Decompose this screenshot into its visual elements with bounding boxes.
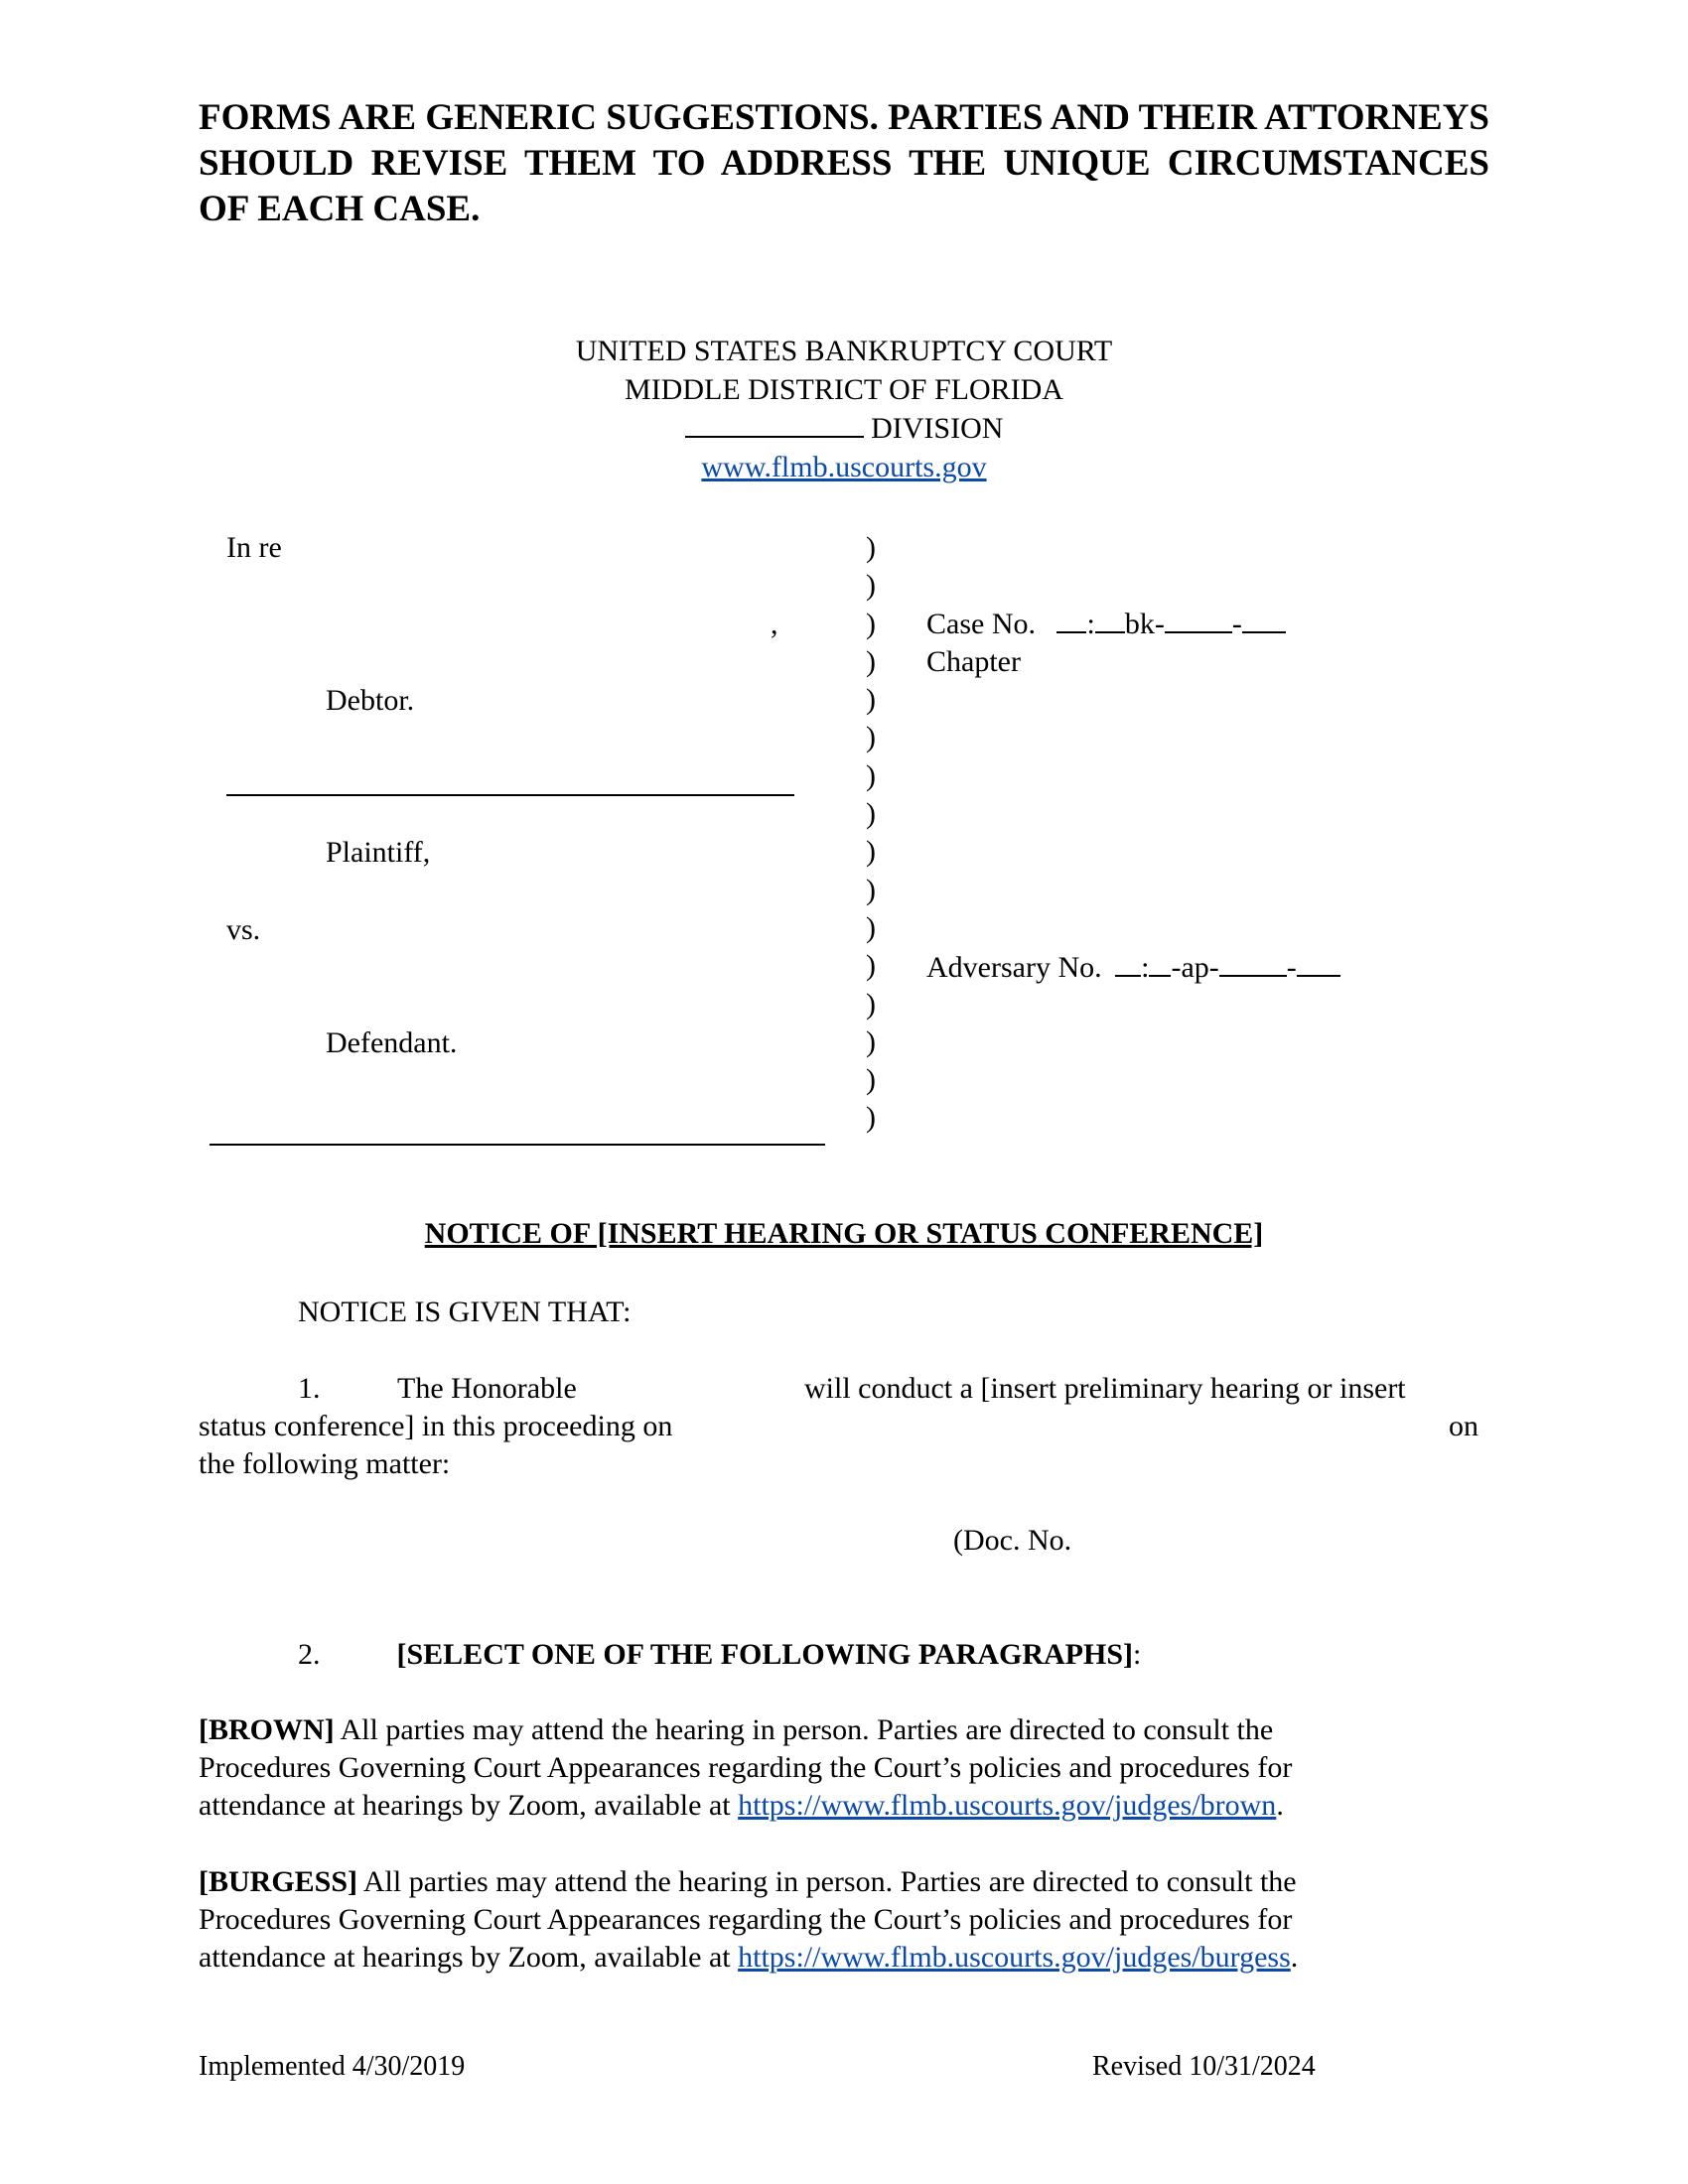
caption-divider <box>226 794 794 796</box>
burgess-end: . <box>1290 1941 1299 1974</box>
vs-label: vs. <box>226 913 261 946</box>
debtor-label: Debtor. <box>326 684 415 717</box>
adversary-blank-3[interactable] <box>1219 975 1287 977</box>
division-label: DIVISION <box>871 412 1004 445</box>
case-no-blank-4[interactable] <box>1242 631 1286 633</box>
item1-conduct: will conduct a [insert preliminary hearing or insert <box>804 1372 1406 1405</box>
brown-paragraph <box>199 1711 1489 1825</box>
burgess-procedures-link[interactable]: https://www.flmb.uscourts.gov/judges/burgess <box>738 1941 1291 1974</box>
case-no-label: Case No. <box>926 608 1036 640</box>
footer-implemented: Implemented 4/30/2019 <box>199 2051 466 2082</box>
case-no-blank-3[interactable] <box>1165 631 1232 633</box>
caption-parentheses: ) ) ) ) ) ) ) ) ) ) ) ) ) ) ) ) <box>866 531 876 1135</box>
brown-line3: attendance at hearings by Zoom, available at <box>199 1789 739 1822</box>
case-no-bk: bk- <box>1124 608 1165 640</box>
brown-line1: All parties may attend the hearing in person. Parties are directed to consult the <box>334 1713 1274 1746</box>
case-no-blank-1[interactable] <box>1056 631 1086 633</box>
item1-line2: status conference] in this proceeding on <box>199 1410 673 1442</box>
item2 <box>298 1636 1141 1674</box>
adversary-label: Adversary No. <box>926 951 1102 984</box>
defendant-label: Defendant. <box>326 1026 458 1059</box>
item1-line3: the following matter: <box>199 1447 451 1480</box>
case-no-sep1: : <box>1086 608 1095 640</box>
caption-comma: , <box>771 608 778 640</box>
item2-number: 2. <box>298 1638 321 1671</box>
adversary-sep1: : <box>1141 951 1150 984</box>
forms-disclaimer-banner: FORMS ARE GENERIC SUGGESTIONS. PARTIES AND THEIR ATTORNEYS SHOULD REVISE THEM TO ADDRESS THE UNIQUE CIRCUMSTANCES OF EACH CASE. <box>199 97 1489 229</box>
notice-intro: NOTICE IS GIVEN THAT: <box>298 1296 632 1328</box>
case-no-blank-2[interactable] <box>1095 631 1125 633</box>
court-district: MIDDLE DISTRICT OF FLORIDA <box>625 373 1063 406</box>
court-heading <box>0 333 1688 487</box>
item1-line2-on: on <box>1449 1410 1478 1442</box>
chapter-label: Chapter <box>926 645 1021 678</box>
brown-procedures-link[interactable]: https://www.flmb.uscourts.gov/judges/brown <box>738 1789 1277 1822</box>
item2-colon: : <box>1133 1638 1142 1671</box>
court-name: UNITED STATES BANKRUPTCY COURT <box>575 335 1113 367</box>
adversary-number <box>926 949 1340 987</box>
doc-number-label: (Doc. No. <box>953 1524 1072 1557</box>
court-division <box>0 410 1688 449</box>
adversary-blank-4[interactable] <box>1297 975 1340 977</box>
case-no-sep2: - <box>1231 608 1242 640</box>
plaintiff-label: Plaintiff, <box>326 836 431 869</box>
footer-revised: Revised 10/31/2024 <box>1092 2051 1316 2082</box>
item2-select: [SELECT ONE OF THE FOLLOWING PARAGRAPHS] <box>396 1638 1133 1671</box>
notice-title: NOTICE OF [INSERT HEARING OR STATUS CONFERENCE] <box>424 1217 1264 1250</box>
adversary-blank-1[interactable] <box>1115 975 1141 977</box>
adversary-blank-2[interactable] <box>1149 975 1171 977</box>
burgess-tag: [BURGESS] <box>199 1865 358 1898</box>
brown-tag: [BROWN] <box>199 1713 335 1746</box>
adversary-ap: -ap- <box>1171 951 1219 984</box>
burgess-line3: attendance at hearings by Zoom, available at <box>199 1941 739 1974</box>
item1-number: 1. <box>298 1372 321 1405</box>
burgess-line1: All parties may attend the hearing in person. Parties are directed to consult the <box>357 1865 1297 1898</box>
burgess-paragraph <box>199 1863 1489 1977</box>
brown-end: . <box>1276 1789 1284 1822</box>
case-number <box>926 606 1286 643</box>
caption-bottom-rule <box>210 1144 825 1146</box>
burgess-line2: Procedures Governing Court Appearances regarding the Court’s policies and procedures for <box>199 1903 1293 1936</box>
division-blank[interactable] <box>685 436 864 438</box>
adversary-sep2: - <box>1286 951 1297 984</box>
brown-line2: Procedures Governing Court Appearances regarding the Court’s policies and procedures for <box>199 1751 1293 1784</box>
item1-honorable: The Honorable <box>397 1372 577 1405</box>
in-re-label: In re <box>226 531 282 564</box>
court-website-link[interactable]: www.flmb.uscourts.gov <box>701 451 987 483</box>
